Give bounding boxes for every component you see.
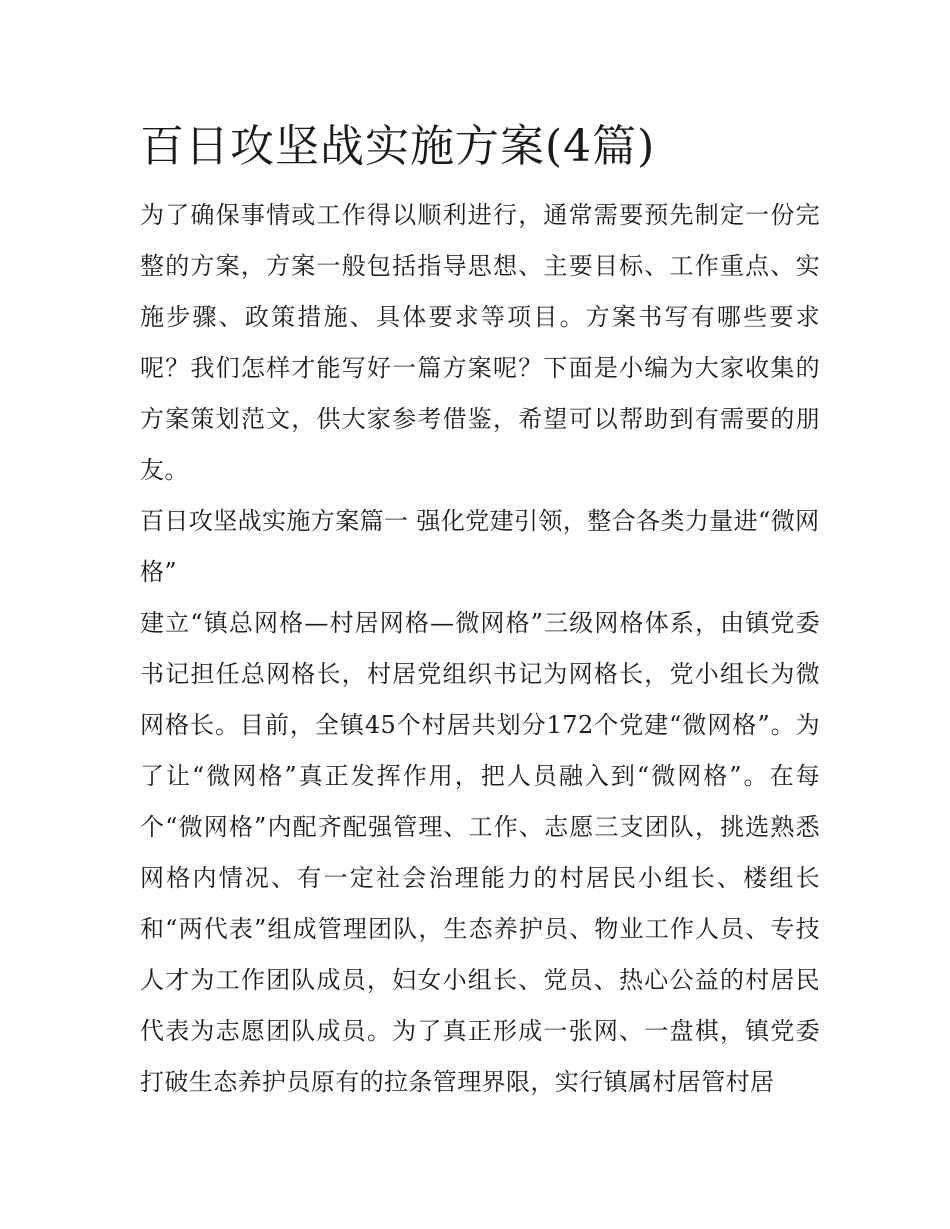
section-heading: 百日攻坚战实施方案篇一 强化党建引领，整合各类力量进“微网格” [140,507,820,586]
document-title: 百日攻坚战实施方案(4篇) [140,121,656,172]
intro-paragraph: 为了确保事情或工作得以顺利进行，通常需要预先制定一份完整的方案，方案一般包括指导思想、主要目标、工作重点、实施步骤、政策措施、具体要求等项目。方案书写有哪些要求呢？我们怎样才能写好一篇方案呢？下面是小编为大家收集的方案策划范文，供大家参考借鉴，希望可以帮助到有需要的朋友。 [140,201,820,484]
document-page [140,112,820,1108]
body-paragraph: 建立“镇总网格—村居网格—微网格”三级网格体系，由镇党委书记担任总网格长，村居党组织书记为网格长，党小组长为微网格长。目前，全镇45个村居共划分172个党建“微网格”。为了让“微网格”真正发挥作用，把人员融入到“微网格”。在每个“微网格”内配齐配强管理、工作、志愿三支团队，挑选熟悉网格内情况、有一定社会治理能力的村居民小组长、楼组长和“两代表”组成管理团队，生态养护员、物业工作人员、专技人才为工作团队成员，妇女小组长、党员、热心公益的村居民代表为志愿团队成员。为了真正形成一张网、一盘棋，镇党委打破生态养护员原有的拉条管理界限，实行镇属村居管村居 [140,609,820,1096]
